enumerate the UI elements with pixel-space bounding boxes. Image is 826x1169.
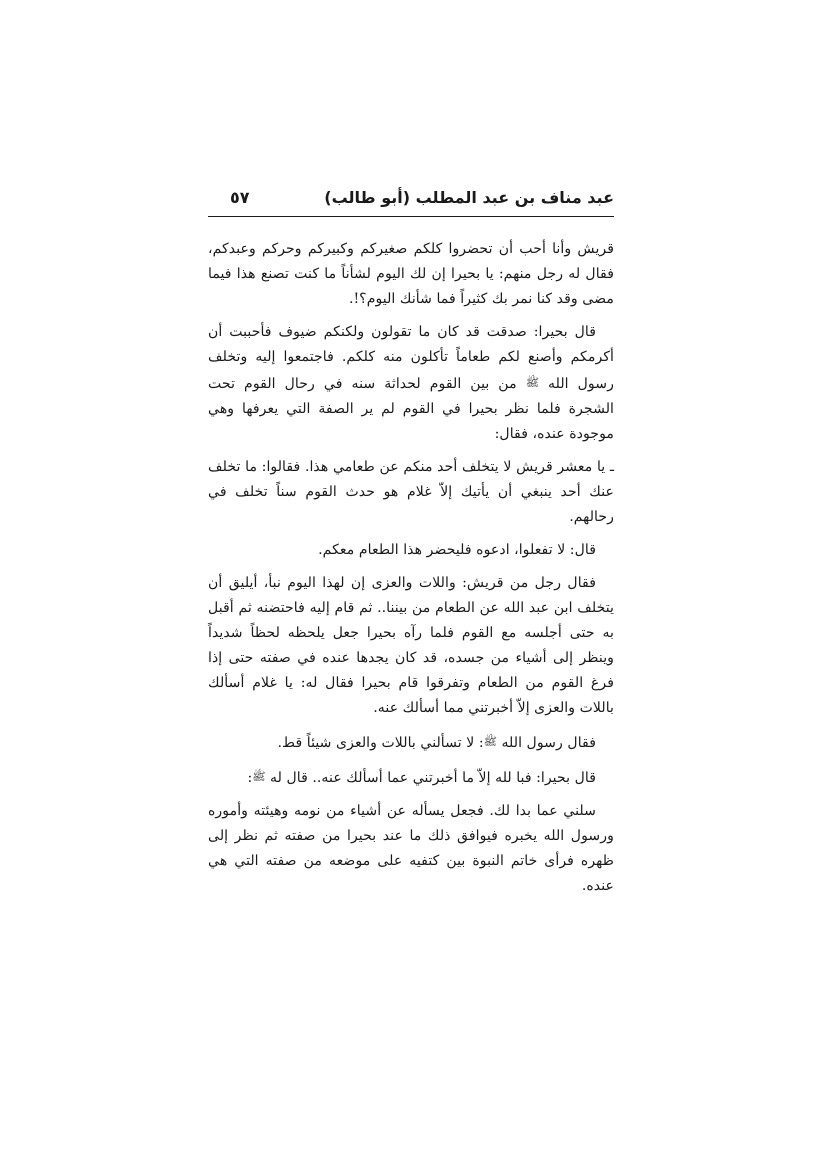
paragraph-6 (208, 729, 614, 756)
paragraph-1: قريش وأنا أحب أن تحضروا كلكم صغيركم وكبيركم وحركم وعبدكم، فقال له رجل منهم: يا بحيرا إن لك اليوم لشأناً ما كنت تصنع هذا فيما مضى وقد كنا نمر بك كثيراً فما شأنك اليوم؟!. (208, 241, 614, 307)
page-number: ٥٧ (230, 188, 250, 207)
chapter-title: عبد مناف بن عبد المطلب (أبو طالب) (324, 188, 614, 207)
running-header (208, 186, 614, 217)
paragraph-7-part-b: : (247, 770, 253, 786)
paragraph-8: سلني عما بدا لك. فجعل يسأله عن أشياء من نومه وهيئته وأموره ورسول الله يخبره فيوافق ذلك ما عند بحيرا من صفته ثم نظر إلى ظهره فرأى خاتم النبوة بين كتفيه على موضعه من صفته التي هي عنده. (208, 803, 614, 894)
paragraph-2-part-b: من بين القوم لحداثة سنه في رحال القوم تحت الشجرة فلما نظر بحيرا في القوم لم ير الصفة التي يعرفها وهي موجودة عنده، فقال: (208, 376, 614, 442)
paragraph-6-part-a: فقال رسول الله (501, 735, 596, 751)
paragraph-4: قال: لا تفعلوا، ادعوه فليحضر هذا الطعام معكم. (318, 542, 596, 558)
paragraph-3: ـ يا معشر قريش لا يتخلف أحد منكم عن طعامي هذا. فقالوا: ما تخلف عنك أحد ينبغي أن يأتيك إلاّ غلام هو حدث القوم سناً تخلف في رحالهم. (208, 459, 614, 525)
paragraph-2 (208, 320, 614, 447)
paragraph-7 (208, 764, 614, 791)
paragraph-2-part-a: قال بحيرا: صدقت قد كان ما تقولون ولكنكم ضيوف فأحببت أن أكرمكم وأصنع لكم طعاماً تأكلون منه كلكم. فاجتمعوا إليه وتخلف رسول الله (208, 324, 614, 392)
book-page (208, 186, 614, 906)
page-body (208, 237, 614, 899)
honorific-glyph: ﷺ (525, 376, 540, 389)
paragraph-5: فقال رجل من قريش: واللات والعزى إن لهذا اليوم نبأ، أيليق أن يتخلف ابن عبد الله عن الطعام من بيننا.. ثم قام إليه فاحتضنه ثم أقبل به حتى أجلسه مع القوم فلما رآه بحيرا جعل يلحظه لحظاً شديداً وينظر إلى أشياء من جسده، قد كان يجدها عنده في صفته حتى إذا فرغ القوم من الطعام وتفرقوا قام بحيرا فقال له: يا غلام أسألك باللات والعزى إلاّ أخبرتني مما أسألك عنه. (208, 575, 614, 716)
paragraph-6-part-b: : لا تسألني باللات والعزى شيئاً قط. (277, 735, 484, 751)
honorific-glyph: ﷺ (483, 735, 497, 748)
paragraph-7-part-a: قال بحيرا: فبا لله إلاّ ما أخبرتني عما أسألك عنه.. قال له (270, 770, 596, 786)
honorific-glyph: ﷺ (252, 770, 266, 783)
